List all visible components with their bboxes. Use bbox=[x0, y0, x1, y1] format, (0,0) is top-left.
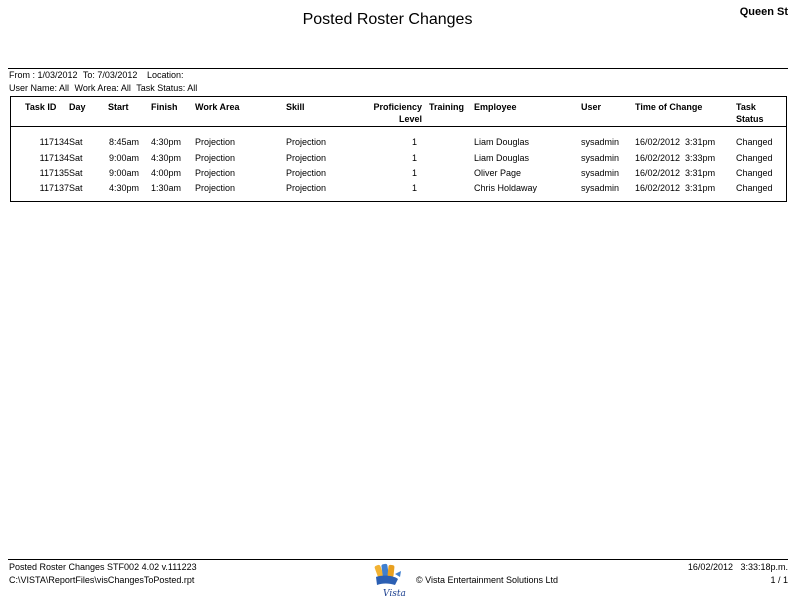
cell-task-id: 117135 bbox=[39, 168, 69, 178]
cell-skill: Projection bbox=[286, 153, 327, 163]
printed-timestamp: 16/02/2012 3:33:18p.m. bbox=[687, 562, 788, 572]
cell-time-of-change: 16/02/2012 3:31pm bbox=[635, 137, 716, 147]
cell-finish: 4:00pm bbox=[150, 168, 181, 178]
column-header-start: Start bbox=[108, 102, 129, 112]
cell-day: Sat bbox=[69, 168, 83, 178]
cell-status: Changed bbox=[736, 153, 773, 163]
cell-skill: Projection bbox=[286, 137, 327, 147]
cell-day: Sat bbox=[69, 153, 83, 163]
column-header-task-status bbox=[736, 101, 764, 125]
filter-line-criteria bbox=[9, 83, 200, 93]
table-row bbox=[11, 136, 786, 151]
column-header-finish: Finish bbox=[151, 102, 178, 112]
column-header-time-of-change: Time of Change bbox=[635, 102, 703, 112]
cell-proficiency: 1 bbox=[411, 153, 417, 163]
cell-time-of-change: 16/02/2012 3:33pm bbox=[635, 153, 716, 163]
filter-task-status: Task Status: All bbox=[136, 83, 198, 93]
cell-work-area: Projection bbox=[195, 183, 236, 193]
cell-finish: 4:30pm bbox=[150, 137, 181, 147]
cell-task-id: 117137 bbox=[39, 183, 69, 193]
cell-user: sysadmin bbox=[581, 183, 620, 193]
report-title: Posted Roster Changes bbox=[302, 11, 473, 28]
cell-time-of-change: 16/02/2012 3:31pm bbox=[635, 183, 716, 193]
cell-work-area: Projection bbox=[195, 137, 236, 147]
cell-task-id: 117134 bbox=[39, 153, 69, 163]
column-header-employee: Employee bbox=[474, 102, 517, 112]
cell-day: Sat bbox=[69, 183, 83, 193]
cell-finish: 1:30am bbox=[150, 183, 181, 193]
cell-work-area: Projection bbox=[195, 153, 236, 163]
cell-start: 8:45am bbox=[108, 137, 139, 147]
table-row bbox=[11, 152, 786, 167]
column-header-proficiency bbox=[351, 101, 422, 125]
filter-user-name: User Name: All bbox=[9, 83, 70, 93]
column-header-work-area: Work Area bbox=[195, 102, 240, 112]
page-number: 1 / 1 bbox=[770, 575, 788, 585]
filter-to: To: 7/03/2012 bbox=[82, 70, 138, 80]
report-file-path: C:\VISTA\ReportFiles\visChangesToPosted.rpt bbox=[9, 575, 195, 585]
cell-status: Changed bbox=[736, 137, 773, 147]
column-header-proficiency-line1: Proficiency bbox=[373, 102, 422, 112]
copyright-text: © Vista Entertainment Solutions Ltd bbox=[416, 575, 559, 585]
cell-skill: Projection bbox=[286, 168, 327, 178]
cell-employee: Oliver Page bbox=[474, 168, 522, 178]
cell-user: sysadmin bbox=[581, 137, 620, 147]
cell-user: sysadmin bbox=[581, 153, 620, 163]
cell-work-area: Projection bbox=[195, 168, 236, 178]
cell-skill: Projection bbox=[286, 183, 327, 193]
header-separator bbox=[11, 126, 786, 127]
roster-changes-table bbox=[10, 96, 787, 202]
filter-from: From : 1/03/2012 bbox=[9, 70, 78, 80]
filter-line-date bbox=[9, 70, 186, 80]
cell-start: 9:00am bbox=[108, 153, 139, 163]
cell-finish: 4:30pm bbox=[150, 153, 181, 163]
cell-start: 4:30pm bbox=[108, 183, 139, 193]
column-header-day: Day bbox=[69, 102, 86, 112]
cell-employee: Chris Holdaway bbox=[474, 183, 538, 193]
cell-proficiency: 1 bbox=[411, 183, 417, 193]
cell-user: sysadmin bbox=[581, 168, 620, 178]
table-row bbox=[11, 167, 786, 182]
footer-divider bbox=[8, 559, 788, 560]
cell-task-id: 117134 bbox=[39, 137, 69, 147]
vista-logo-text: Vista bbox=[383, 589, 406, 599]
column-header-task-status-line1: Task bbox=[736, 102, 756, 112]
filter-location: Location: bbox=[146, 70, 184, 80]
cell-start: 9:00am bbox=[108, 168, 139, 178]
location-name: Queen St bbox=[739, 6, 788, 18]
header-divider bbox=[8, 68, 788, 69]
cell-proficiency: 1 bbox=[411, 137, 417, 147]
table-row bbox=[11, 182, 786, 197]
cell-time-of-change: 16/02/2012 3:31pm bbox=[635, 168, 716, 178]
column-header-skill: Skill bbox=[286, 102, 305, 112]
cell-day: Sat bbox=[69, 137, 83, 147]
column-header-training: Training bbox=[429, 102, 465, 112]
column-header-task-status-line2: Status bbox=[736, 114, 764, 124]
column-header-user: User bbox=[581, 102, 602, 112]
cell-status: Changed bbox=[736, 183, 773, 193]
filter-work-area: Work Area: All bbox=[74, 83, 131, 93]
cell-employee: Liam Douglas bbox=[474, 153, 530, 163]
cell-employee: Liam Douglas bbox=[474, 137, 530, 147]
cell-status: Changed bbox=[736, 168, 773, 178]
column-header-task-id: Task ID bbox=[25, 102, 57, 112]
cell-proficiency: 1 bbox=[411, 168, 417, 178]
column-header-proficiency-line2: Level bbox=[398, 114, 422, 124]
report-id: Posted Roster Changes STF002 4.02 v.111223 bbox=[9, 562, 197, 572]
